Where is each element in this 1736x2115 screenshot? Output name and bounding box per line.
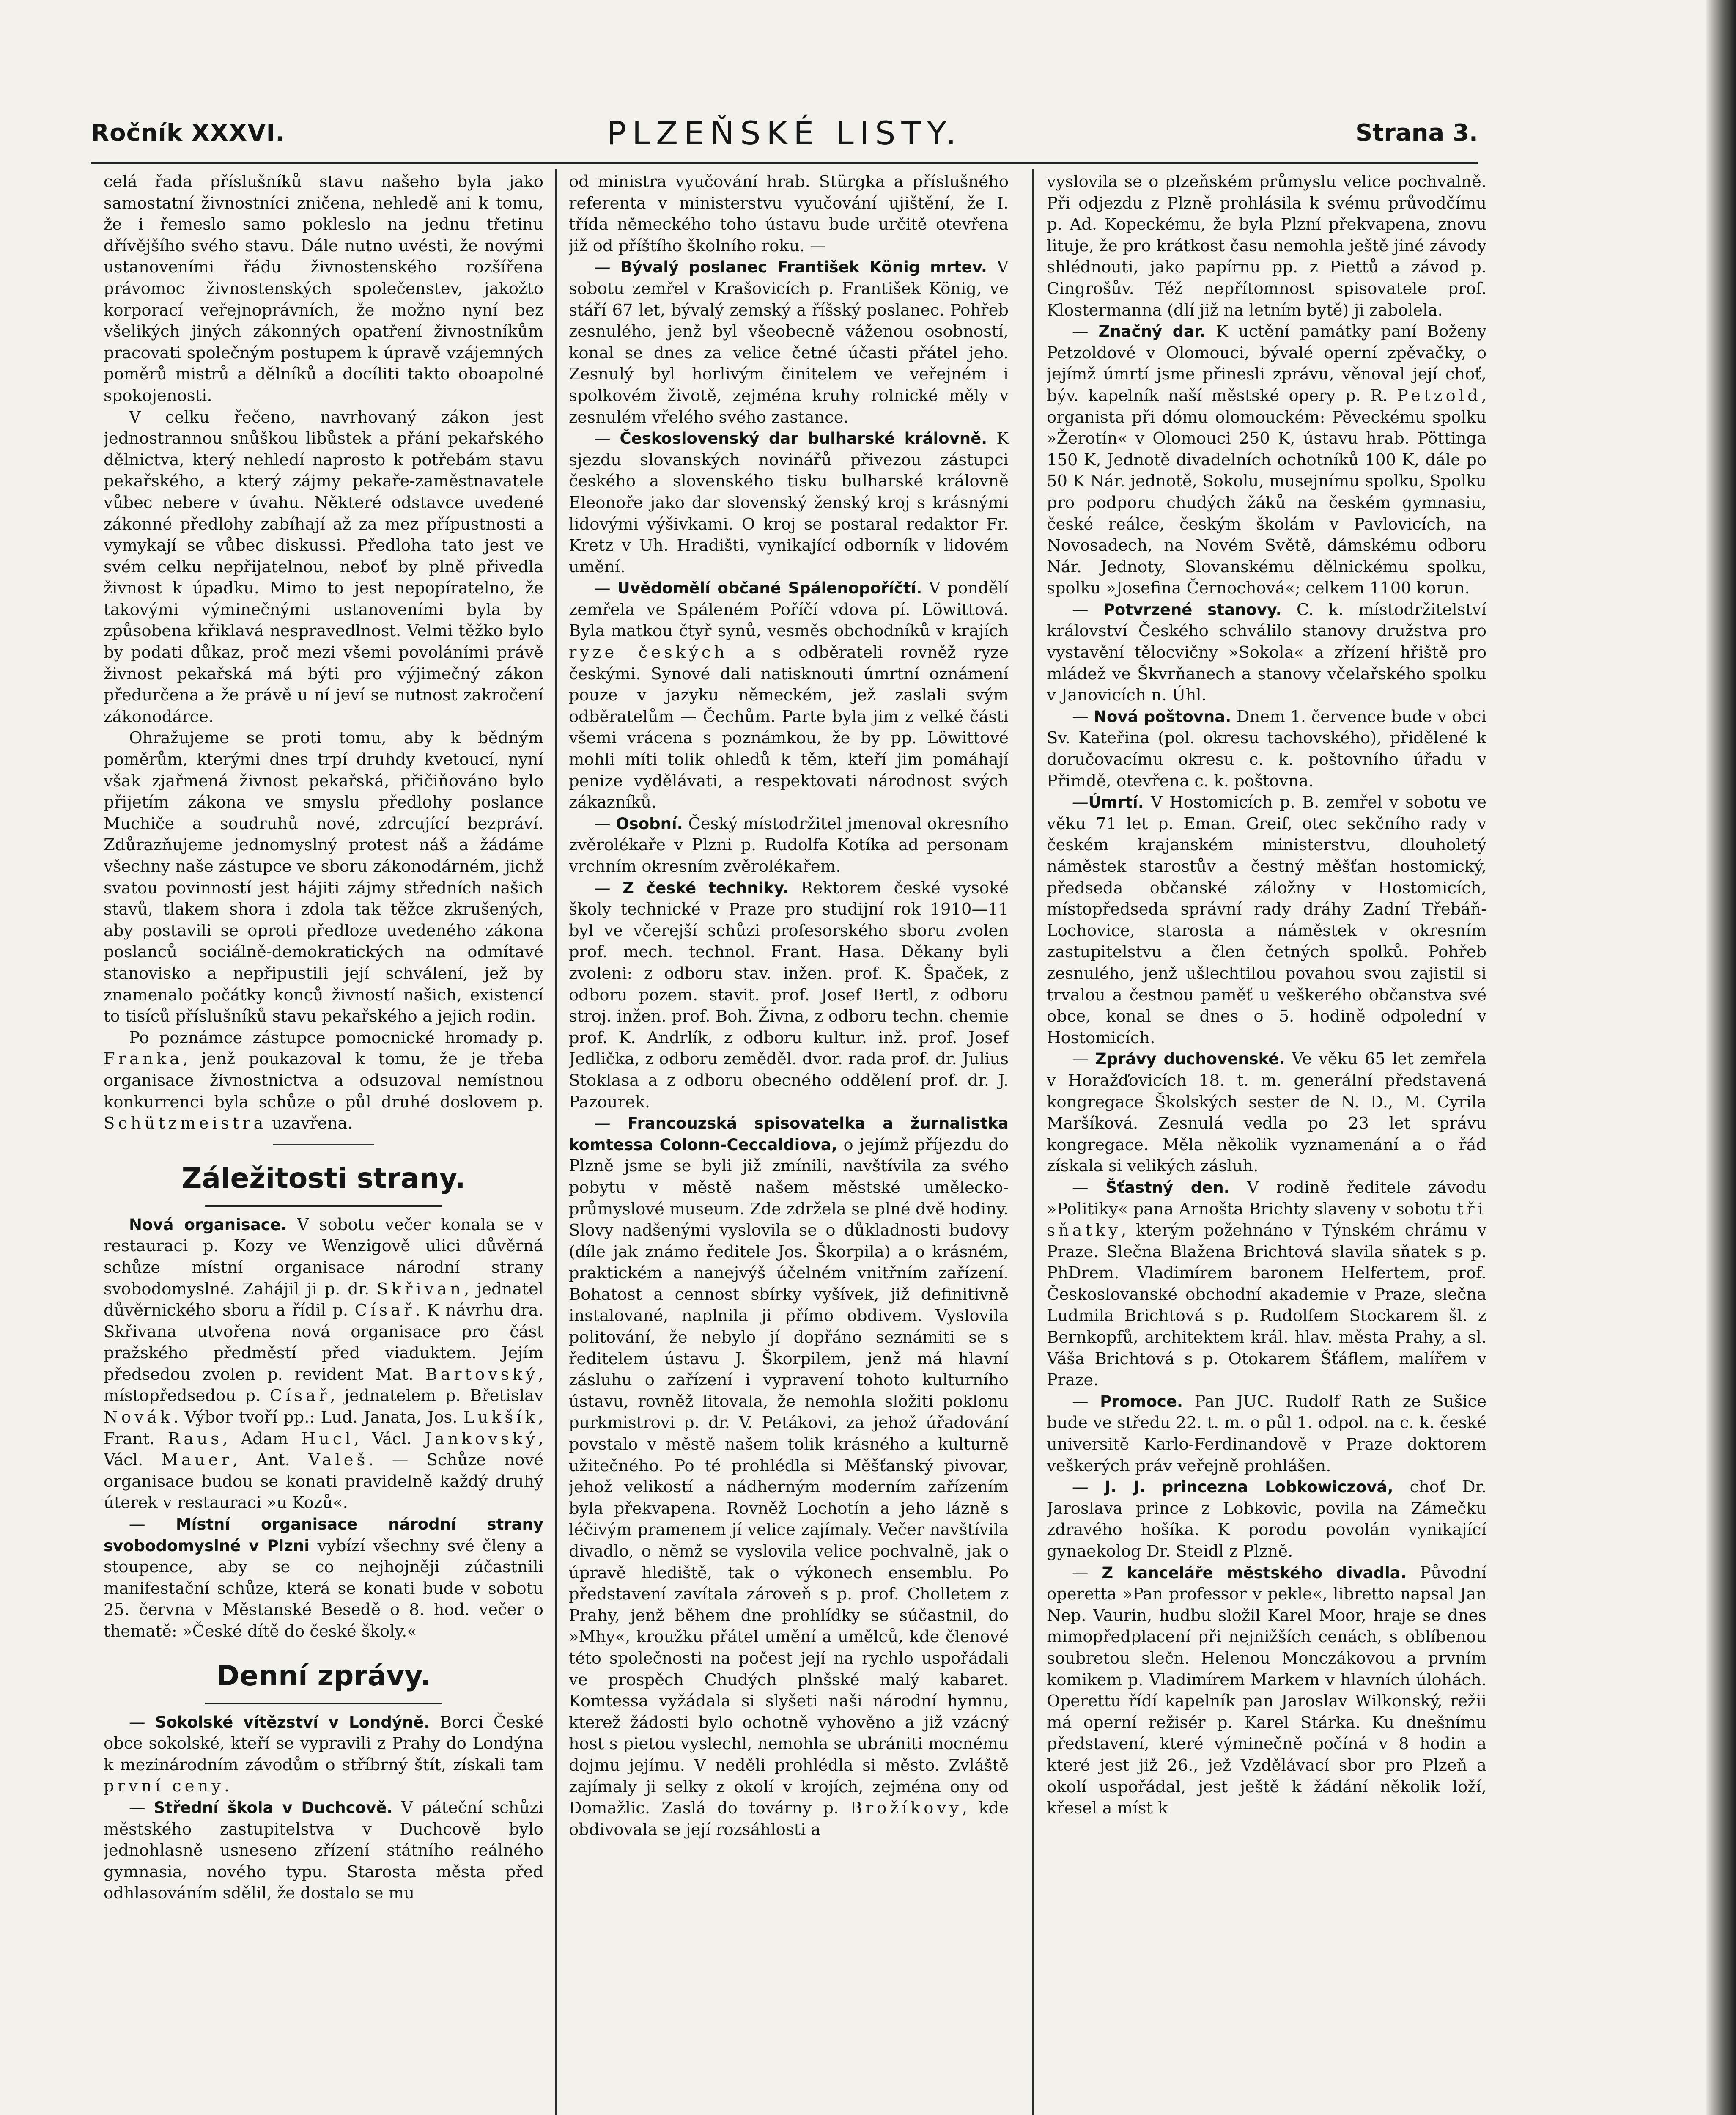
news-item: — Potvrzené stanovy. C. k. místodržitelství království Českého schválilo stanovy družstva pro vystavění tělocvičny »Sokola« a zřízení hřiště pro mládež ve Škvrňanech a stanovy včelařského spolku v Janovicích n. Úhl.	[1047, 600, 1486, 705]
section-heading: Záležitosti strany.	[181, 1162, 466, 1195]
news-item: — Z české techniky. Rektorem české vysoké školy technické v Praze pro studijní rok 1910—11 byl ve včerejší schůzi profesorského sboru zvolen prof. mech. technol. Frant. Hasa. Děkany byli zvoleni: z odboru stav. inžen. prof. K. Špaček, z odboru pozem. stavit. prof. Josef Bertl, z odboru stroj. inžen. prof. Boh. Živna, z odboru techn. chemie prof. K. Andrlík, z odboru kultur. inž. prof. Josef Jedlička, z odboru zeměděl. dvor. rada prof. dr. Julius Stoklasa a z odboru obecného oddělení prof. dr. J. Pazourek.	[569, 878, 1009, 1112]
section-heading: Denní zprávy.	[216, 1659, 431, 1692]
newspaper-title: PLZEŇSKÉ LISTY.	[607, 114, 962, 152]
news-item: — Československý dar bulharské královně. K sjezdu slovanských novinářů přivezou zástupci českého a slovenského tisku bulharské královně Eleonoře jako dar slovenský ženský kroj s krásnými lidovými výšivkami. O kroj se postaral redaktor Fr. Kretz v Uh. Hradišti, vynikající odborník v lidovém umění.	[569, 429, 1009, 577]
news-item: — Sokolské vítězství v Londýně. Borci České obce sokolské, kteří se vypravili z Prahy do Londýna k mezinárodním závodům o stříbrný štít, získali tam první ceny.	[104, 1712, 543, 1796]
article-paragraph: V celku řečeno, navrhovaný zákon jest jednostrannou snůškou libůstek a přání pekařského dělnictva, který nehledí naprosto k potřebám stavu pekařského, a který zájmy pekaře-zaměstnavatele vůbec nebere v úvahu. Některé odstavce uvedené zákonné předlohy zabíhají až za mez přípustnosti a vymykají se vůbec diskussi. Předloha tato jest ve svém celku nepřijatelnou, neboť by plně přivedla živnost k úpadku. Mimo to jest nepopíratelno, že takovými výminečnými ustanoveními byla by způsobena křiklavá nespravedlnost. Velmi těžko bylo by podati důkaz, proč mezi všemi povoláními právě živnost pekařská má býti pro výjimečný zákon předurčena a že právě u ní jeví se nutnost zakročení zákonodárce.	[104, 407, 543, 726]
section-rule	[205, 1703, 442, 1704]
volume-number: Ročník XXXVI.	[91, 119, 285, 147]
page-number: Strana 3.	[1355, 119, 1478, 147]
news-item: — Osobní. Český místodržitel jmenoval okresního zvěrolékaře v Plzni p. Rudolfa Kotíka ad personam vrchním okresním zvěrolékařem.	[569, 814, 1009, 876]
column-divider-1	[555, 169, 557, 2115]
article-paragraph: Po poznámce zástupce pomocnické hromady p. Franka, jenž poukazoval k tomu, že je třeba organisace živnostnictva a odsuzoval nemístnou konkurrenci byla schůze o půl druhé doslovem p. Schützmeistra uzavřena.	[104, 1028, 543, 1133]
article-paragraph: vyslovila se o plzeňském průmyslu velice pochvalně. Při odjezdu z Plzně prohlásila k svému průvodčímu p. Ad. Kopeckému, že byla Plzní překvapena, znovu lituje, že pro krátkost času nemohla ještě jiné závody shlédnouti, jako papírnu pp. z Piettů a závod p. Cingrošův. Též nepřítomnost spisovatele prof. Klostermanna (dlí již na letním bytě) ji zabolela.	[1047, 172, 1486, 320]
scan-edge-shadow	[1706, 0, 1736, 2115]
news-item: — Z kanceláře městského divadla. Původní operetta »Pan professor v pekle«, libretto napsal Jan Nep. Vaurin, hudbu složil Karel Moor, hraje se dnes mimopředplacení při nejnižších cenách, s oblíbenou soubretou slečn. Helenou Monczákovou a prvním komikem p. Vladimírem Markem v hlavních úlohách. Operettu řídí kapelník pan Jaroslav Wilkonský, režii má operní režisér p. Karel Stárka. Ku dnešnímu představení, které výminečně počíná v 8 hodin a které jest již 26., jež Vzdělávací sbor pro Plzeň a okolí uspořádal, jest ještě k žádání několik loží, křesel a míst k	[1047, 1563, 1486, 1818]
news-item: — Zprávy duchovenské. Ve věku 65 let zemřela v Horažďovicích 18. t. m. generální představená kongregace Školských sester de N. D., M. Cyrila Maršíková. Zesnulá vedla po 23 let správu kongregace. Měla několik vyznamenání a o řád získala si velikých zásluh.	[1047, 1049, 1486, 1176]
article-paragraph: od ministra vyučování hrab. Stürgka a příslušného referenta v ministerstvu vyučování ujištění, že I. třída německého toho ústavu bude určitě otevřena již od příštího školního roku. —	[569, 172, 1009, 255]
masthead	[91, 114, 1478, 161]
news-item: — Bývalý poslanec František König mrtev. V sobotu zemřel v Krašovicích p. František König, ve stáří 67 let, bývalý zemský a říšský poslanec. Pohřeb zesnulého, jenž byl všeobecně váženou osobností, konal se dnes za velice četné účasti přátel jeho. Zesnulý byl horlivým činitelem ve veřejném i spolkovém životě, zejména kruhy rolnické měly v zesnulém vřelého svého zastance.	[569, 258, 1009, 427]
news-item: — Šťastný den. V rodině ředitele závodu »Politiky« pana Arnošta Brichty slaveny v sobotu tři sňatky, kterým požehnáno v Týnském chrámu v Praze. Slečna Blažena Brichtová slavila sňatek s p. PhDrem. Vladimírem baronem Helfertem, prof. Českoslovanské obchodní akademie v Praze, slečna Ludmila Brichtová s p. Rudolfem Stockarem šl. z Bernkopfů, architektem král. hlav. města Prahy, a sl. Váša Brichtová s p. Otokarem Šťáflem, malířem v Praze.	[1047, 1178, 1486, 1390]
news-item: — Promoce. Pan JUC. Rudolf Rath ze Sušice bude ve středu 22. t. m. o půl 1. odpol. na c. k. české universitě Karlo-Ferdinandově v Praze doktorem veškerých práv veřejně prohlášen.	[1047, 1392, 1486, 1475]
news-item: — Místní organisace národní strany svobodomyslné v Plzni vybízí všechny své členy a stoupence, aby se co nejhojněji zúčastnili manifestační schůze, která se konati bude v sobotu 25. června v Městanské Besedě o 8. hod. večer o thematě: »České dítě do české školy.«	[104, 1515, 543, 1641]
masthead-rule	[91, 162, 1478, 164]
column-1	[104, 171, 543, 2115]
news-item: — Střední škola v Duchcově. V páteční schůzi městského zastupitelstva v Duchcově bylo jednohlasně usneseno zřízení státního reálného gymnasia, nového typu. Starosta města před odhlasováním sdělil, že dostalo se mu	[104, 1798, 543, 1903]
column-3	[1047, 171, 1486, 2115]
news-item: — Značný dar. K uctění památky paní Boženy Petzoldové v Olomouci, bývalé operní zpěvačky, o jejímž úmrtí jsme přinesli zprávu, věnoval její choť, býv. kapelník naší městské opery p. R. Petzold, organista při dómu olomouckém: Pěveckému spolku »Žerotín« v Olomouci 250 K, ústavu hrab. Pöttinga 150 K, Jednotě divadelních ochotníků 100 K, dále po 50 K Nár. jednotě, Sokolu, musejnímu spolku, Spolku pro podporu chudých žáků na českém gymnasiu, české reálce, českým školám v Pavlovicích, na Novosadech, na Novém Světě, dámskému odboru Nár. Jednoty, Slovanskému dělnickému spolku, spolku »Josefina Černochová«; celkem 1100 korun.	[1047, 322, 1486, 598]
article-paragraph: Ohražujeme se proti tomu, aby k bědným poměrům, kterými dnes trpí druhdy kvetoucí, nyní však zjařmená živnost pekařská, přičiňováno bylo přijetím zákona ve smyslu předlohy poslance Muchiče a soudruhů nové, zdrcující bezpráví. Zdůrazňujeme jednomyslný protest náš a žádáme všechny naše zástupce ve sboru zákonodárném, jichž svatou povinností jest hájiti zájmy středních našich stavů, tlakem shora i zdola tak těžce zkrušených, aby postavili se oproti předloze uvedeného zákona poslanců sociálně-demokratických na odmítavé stanovisko a nepřipustili její schválení, jež by znamenalo počátky konců živností našich, existencí to tisíců příslušníků stavu pekařského a jejich rodin.	[104, 728, 543, 1026]
column-divider-2	[1032, 169, 1034, 2115]
news-item: —Úmrtí. V Hostomicích p. B. zemřel v sobotu ve věku 71 let p. Eman. Greif, otec sekčního rady v českém krajanském ministerstvu, dlouholetý náměstek starostův a čestný měšťan hostomický, předseda občanské záložny v Hostomicích, místopředseda správní rady dráhy Zadní Třebáň-Lochovice, starosta a náměstek v okresním zastupitelstvu a člen četných spolků. Pohřeb zesnulého, jenž ušlechtilou povahou svou zajistil si trvalou a čestnou paměť u veškerého občanstva své obce, konal se dnes o 5. hodině odpolední v Hostomicích.	[1047, 793, 1486, 1047]
news-item: Nová organisace. V sobotu večer konala se v restauraci p. Kozy ve Wenzigově ulici důvěrná schůze místní organisace národní strany svobodomyslné. Zahájil ji p. dr. Skřivan, jednatel důvěrnického sboru a řídil p. Císař. K návrhu dra. Skřivana utvořena nová organisace pro část pražského předměstí před viaduktem. Jejím předsedou zvolen p. revident Mat. Bartovský, místopředsedou p. Císař, jednatelem p. Břetislav Novák. Výbor tvoří pp.: Lud. Janata, Jos. Lukšík, Frant. Raus, Adam Hucl, Václ. Jankovský, Václ. Mauer, Ant. Valeš. — Schůze nové organisace budou se konati pravidelně každý druhý úterek v restauraci »u Kozů«.	[104, 1215, 543, 1513]
column-2	[569, 171, 1009, 2115]
news-item: — Francouzská spisovatelka a žurnalistka komtessa Colonn-Ceccaldiova, o jejímž příjezdu do Plzně jsme se byli již zmínili, navštívila za svého pobytu v městě našem městské umělecko-průmyslové museum. Zde zdržela se plné dvě hodiny. Slovy nadšenými vyslovila se o důkladnosti budovy (díle jak známo ředitele Jos. Škorpila) a o krásném, praktickém a nanejvýš účelném vnitřním zařízení. Bohatost a cennost sbírky vyšívek, již definitivně instalované, naplnila ji přímo obdivem. Vyslovila politování, že nebylo jí dopřáno seznámiti se s ředitelem ústavu J. Škorpilem, jenž má hlavní zásluhu o zařízení i vypravení tohoto kulturního ústavu, rovněž litovala, že nemohla složiti poklonu purkmistrovi p. dr. V. Petákovi, za jehož úřadování povstalo v městě našem tolik krásného a kulturně užitečného. Po té prohlédla si Měšťanský pivovar, jehož velikostí a nádherným moderním zařízením byla překvapena. Rovněž Lochotín a jeho lázně s léčivým pramenem jí velice zajímaly. Večer navštívila divadlo, o němž se vyslovila velice pochvalně, jak o úpravě hlediště, tak o výkonech ensemblu. Po představení zavítala zároveň s p. prof. Cholletem z Prahy, jenž během dne prohlídky se súčastnil, do »Mhy«, kroužku přátel umění a umělců, kde členové této společnosti na počest její na rychlo uspořádali ve prospěch Chudých plnšské malý kabaret. Komtessa vyžádala si slyšeti naši národní hymnu, kterež žádosti bylo ochotně vyhověno a již vzácný host s pietou vyslechl, nemohla se ubrániti mocnému dojmu jejímu. V neděli prohlédla si město. Zvláště zajímaly ji selky z okolí v krojích, zejména ony od Domažlic. Zaslá do továrny p. Brožíkovy, kde obdivovala se její rozsáhlosti a	[569, 1114, 1009, 1839]
article-separator	[273, 1144, 374, 1145]
article-paragraph: celá řada příslušníků stavu našeho byla jako samostatní živnostníci zničena, nehledě ani k tomu, že i řemeslo samo pokleslo na jednu třetinu dřívějšího svého stavu. Dále nutno uvésti, že novými ustanoveními řádu živnostenského rozšířena právomoc živnostenských společenstev, jakožto korporací veřejnoprávních, že možno nyní bez všelikých jiných zákonných opatření živnostníkům pracovati společným postupem k úpravě vzájemných poměrů mistrů a dělníků a docíliti takto oboapolné spokojenosti.	[104, 172, 543, 405]
section-rule	[205, 1205, 442, 1207]
news-item: — J. J. princezna Lobkowiczová, choť Dr. Jaroslava prince z Lobkovic, povila na Zámečku zdravého hošíka. K porodu povolán vynikající gynaekolog Dr. Steidl z Plzně.	[1047, 1478, 1486, 1561]
news-item: — Uvědomělí občané Spálenopoříčtí. V pondělí zemřela ve Spáleném Poříčí vdova pí. Löwittová. Byla matkou čtyř synů, vesměs obchodníků v krajích ryze českých a s odběrateli rovněž ryze českými. Synové dali natisknouti úmrtní oznámení pouze v jazyku německém, jež zaslali svým odběratelům — Čechům. Parte byla jim z velké části všemi vrácena s poznámkou, že by pp. Löwittové mohli míti tolik ohledů k těm, kteří jim pomáhají penize vydělávati, a respektovati národnost svých zákazníků.	[569, 579, 1009, 812]
news-item: — Nová poštovna. Dnem 1. července bude v obci Sv. Kateřina (pol. okresu tachovského), přidělené k doručovacímu okresu c. k. poštovního úřadu v Přimdě, otevřena c. k. poštovna.	[1047, 707, 1486, 791]
